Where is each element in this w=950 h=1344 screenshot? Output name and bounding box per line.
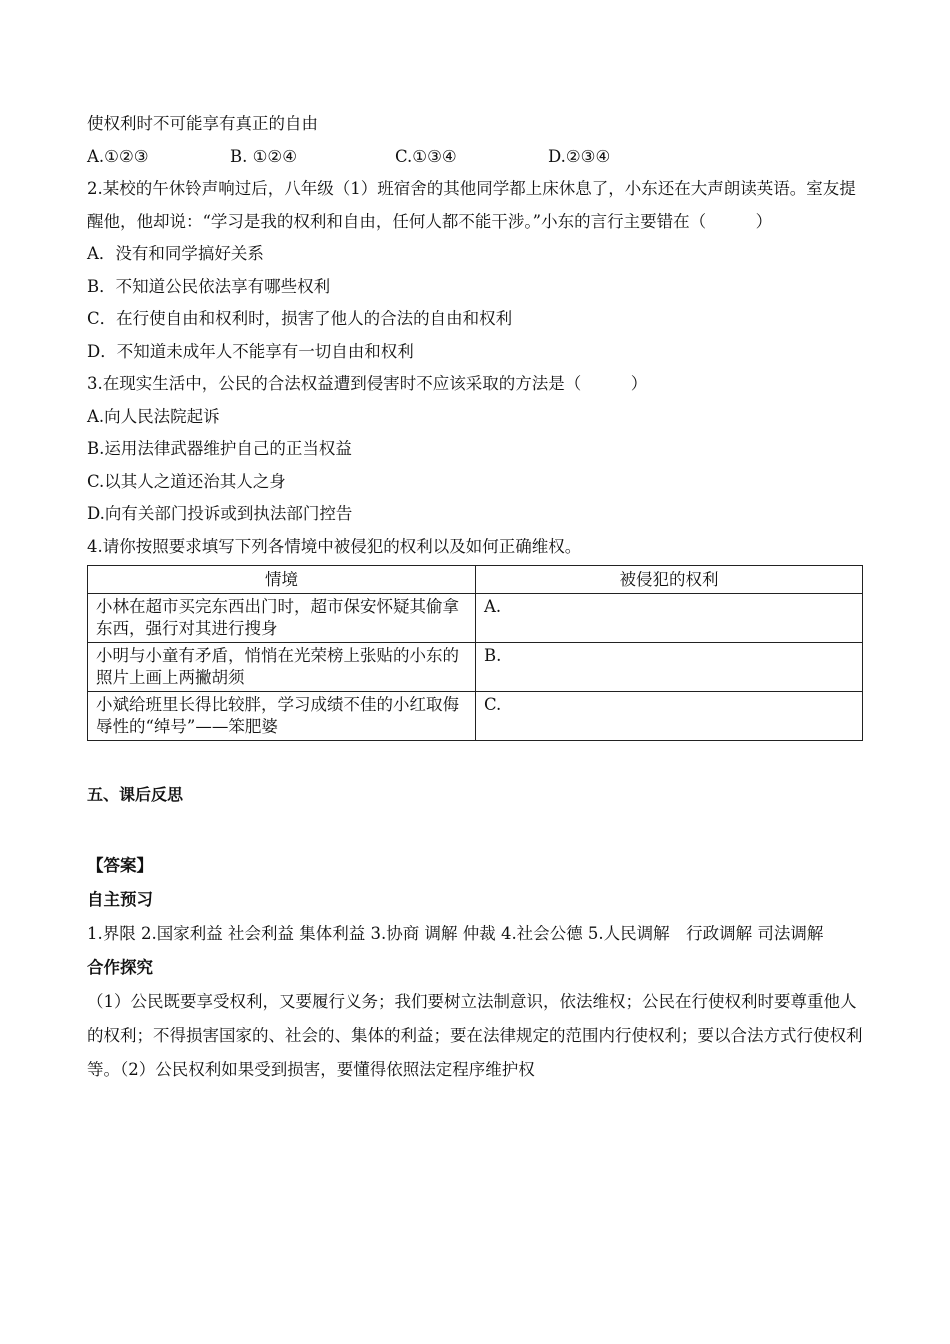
table-cell-scenario: 小林在超市买完东西出门时，超市保安怀疑其偷拿东西，强行对其进行搜身 xyxy=(88,594,476,643)
q1-option-d: D.②③④ xyxy=(548,146,611,166)
rights-table xyxy=(87,565,863,741)
q1-continuation: 使权利时不可能享有真正的自由 xyxy=(87,114,318,133)
q2-option-b: B．不知道公民依法享有哪些权利 xyxy=(87,276,331,296)
q3-option-c: C.以其人之道还治其人之身 xyxy=(87,471,286,491)
q2-option-c: C．在行使自由和权利时，损害了他人的合法的自由和权利 xyxy=(87,309,513,328)
cooperation-answers: （1）公民既要享受权利，又要履行义务；我们要树立法制意识，依法维权；公民在行使权利时要尊重他人的权利；不得损害国家的、社会的、集体的利益；要在法律规定的范围内行使权利；要以合法方式行使权利等。（2）公民权利如果受到损害，要懂得依照法定程序维护权 xyxy=(87,992,863,1079)
q3-option-d: D.向有关部门投诉或到执法部门控告 xyxy=(87,504,353,523)
table-header-scenario: 情境 xyxy=(88,566,476,594)
q2-option-a: A．没有和同学搞好关系 xyxy=(87,244,264,263)
q1-options xyxy=(87,141,863,174)
document-page xyxy=(87,108,863,1087)
section-reflection-heading: 五、课后反思 xyxy=(87,785,184,804)
q1-option-b: B. ①②④ xyxy=(230,146,297,166)
table-cell-scenario: 小斌给班里长得比较胖，学习成绩不佳的小红取侮辱性的“绰号”——笨肥婆 xyxy=(88,692,476,741)
table-row xyxy=(88,692,863,741)
q3-option-a: A.向人民法院起诉 xyxy=(87,406,220,426)
q3-option-b: B.运用法律武器维护自己的正当权益 xyxy=(87,439,352,458)
preview-answers: 1.界限 2.国家利益 社会利益 集体利益 3.协商 调解 仲裁 4.社会公德 5.人民调解 行政调解 司法调解 xyxy=(87,924,824,943)
table-cell-answer: B. xyxy=(476,643,863,692)
q3-stem: 3.在现实生活中，公民的合法权益遭到侵害时不应该采取的方法是（ ） xyxy=(87,374,648,393)
table-row xyxy=(88,643,863,692)
preview-heading: 自主预习 xyxy=(87,890,153,909)
table-cell-scenario: 小明与小童有矛盾，悄悄在光荣榜上张贴的小东的照片上画上两撇胡须 xyxy=(88,643,476,692)
answers-heading: 【答案】 xyxy=(87,856,153,875)
q2-option-d: D．不知道未成年人不能享有一切自由和权利 xyxy=(87,341,414,361)
q2-stem: 2.某校的午休铃声响过后，八年级（1）班宿舍的其他同学都上床休息了，小东还在大声朗读英语。室友提醒他，他却说：“学习是我的权利和自由，任何人都不能干涉。”小东的言行主要错在（ ） xyxy=(87,179,856,231)
table-cell-answer: A. xyxy=(476,594,863,643)
q4-stem: 4.请你按照要求填写下列各情境中被侵犯的权利以及如何正确维权。 xyxy=(87,536,582,556)
q1-option-a: A.①②③ xyxy=(87,146,149,166)
table-cell-answer: C. xyxy=(476,692,863,741)
table-row xyxy=(88,594,863,643)
cooperation-heading: 合作探究 xyxy=(87,958,153,977)
table-header-rights: 被侵犯的权利 xyxy=(476,566,863,594)
q1-option-c: C.①③④ xyxy=(395,146,457,166)
table-header-row xyxy=(88,566,863,594)
